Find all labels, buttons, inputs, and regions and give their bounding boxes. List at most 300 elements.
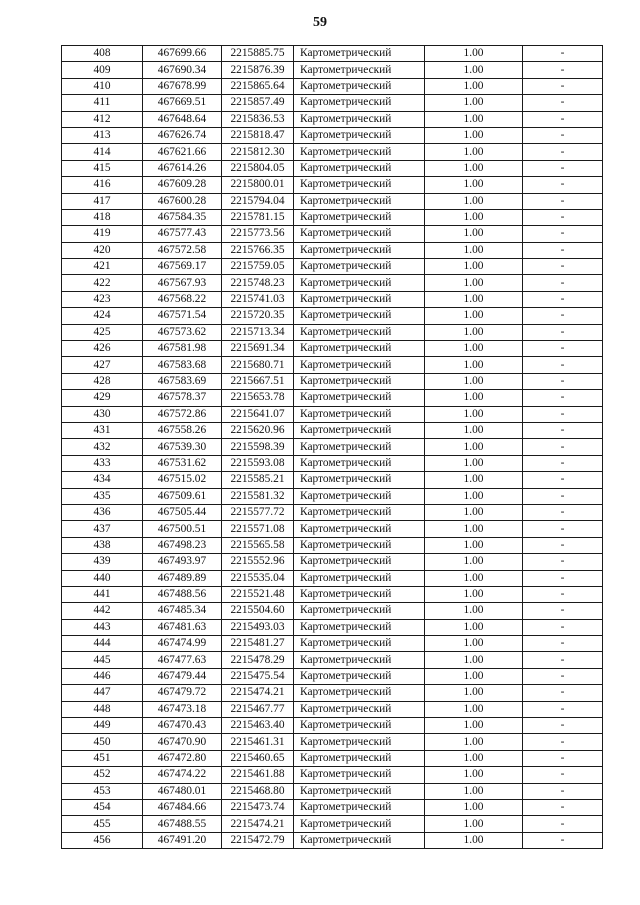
table-row [62,160,603,176]
accuracy-cell: 1.00 [425,95,523,111]
method-cell: Картометрический [294,275,425,291]
accuracy-cell: 1.00 [425,160,523,176]
method-cell: Картометрический [294,636,425,652]
note-cell: - [523,177,603,193]
accuracy-cell: 1.00 [425,668,523,684]
y-coordinate-cell: 2215552.96 [222,554,294,570]
table-row [62,718,603,734]
x-coordinate-cell: 467699.66 [143,46,222,62]
accuracy-cell: 1.00 [425,390,523,406]
x-coordinate-cell: 467474.22 [143,767,222,783]
table-row [62,259,603,275]
accuracy-cell: 1.00 [425,62,523,78]
point-number-cell: 413 [62,127,143,143]
table-row [62,504,603,520]
point-number-cell: 418 [62,209,143,225]
point-number-cell: 449 [62,718,143,734]
method-cell: Картометрический [294,652,425,668]
y-coordinate-cell: 2215481.27 [222,636,294,652]
table-row [62,324,603,340]
point-number-cell: 446 [62,668,143,684]
accuracy-cell: 1.00 [425,718,523,734]
x-coordinate-cell: 467474.99 [143,636,222,652]
table-row [62,373,603,389]
note-cell: - [523,652,603,668]
x-coordinate-cell: 467505.44 [143,504,222,520]
note-cell: - [523,308,603,324]
x-coordinate-cell: 467569.17 [143,259,222,275]
table-row [62,95,603,111]
note-cell: - [523,144,603,160]
table-row [62,341,603,357]
note-cell: - [523,537,603,553]
x-coordinate-cell: 467568.22 [143,291,222,307]
accuracy-cell: 1.00 [425,308,523,324]
table-row [62,799,603,815]
method-cell: Картометрический [294,209,425,225]
y-coordinate-cell: 2215836.53 [222,111,294,127]
point-number-cell: 423 [62,291,143,307]
accuracy-cell: 1.00 [425,46,523,62]
x-coordinate-cell: 467484.66 [143,799,222,815]
method-cell: Картометрический [294,455,425,471]
table-row [62,586,603,602]
accuracy-cell: 1.00 [425,78,523,94]
note-cell: - [523,439,603,455]
point-number-cell: 414 [62,144,143,160]
point-number-cell: 419 [62,226,143,242]
table-row [62,816,603,832]
table-row [62,767,603,783]
x-coordinate-cell: 467573.62 [143,324,222,340]
point-number-cell: 427 [62,357,143,373]
note-cell: - [523,291,603,307]
y-coordinate-cell: 2215467.77 [222,701,294,717]
x-coordinate-cell: 467488.56 [143,586,222,602]
point-number-cell: 429 [62,390,143,406]
note-cell: - [523,341,603,357]
table-row [62,832,603,848]
note-cell: - [523,242,603,258]
x-coordinate-cell: 467485.34 [143,603,222,619]
method-cell: Картометрический [294,816,425,832]
method-cell: Картометрический [294,767,425,783]
accuracy-cell: 1.00 [425,324,523,340]
y-coordinate-cell: 2215794.04 [222,193,294,209]
method-cell: Картометрический [294,750,425,766]
point-number-cell: 447 [62,685,143,701]
point-number-cell: 438 [62,537,143,553]
point-number-cell: 430 [62,406,143,422]
note-cell: - [523,521,603,537]
accuracy-cell: 1.00 [425,652,523,668]
note-cell: - [523,636,603,652]
note-cell: - [523,390,603,406]
accuracy-cell: 1.00 [425,488,523,504]
method-cell: Картометрический [294,95,425,111]
method-cell: Картометрический [294,341,425,357]
accuracy-cell: 1.00 [425,127,523,143]
note-cell: - [523,504,603,520]
table-row [62,488,603,504]
x-coordinate-cell: 467480.01 [143,783,222,799]
table-row [62,537,603,553]
table-row [62,406,603,422]
page-number: 59 [313,15,327,30]
note-cell: - [523,275,603,291]
method-cell: Картометрический [294,472,425,488]
table-row [62,242,603,258]
note-cell: - [523,586,603,602]
point-number-cell: 434 [62,472,143,488]
method-cell: Картометрический [294,357,425,373]
note-cell: - [523,701,603,717]
method-cell: Картометрический [294,439,425,455]
y-coordinate-cell: 2215653.78 [222,390,294,406]
y-coordinate-cell: 2215865.64 [222,78,294,94]
x-coordinate-cell: 467500.51 [143,521,222,537]
note-cell: - [523,259,603,275]
note-cell: - [523,718,603,734]
x-coordinate-cell: 467614.26 [143,160,222,176]
accuracy-cell: 1.00 [425,636,523,652]
x-coordinate-cell: 467515.02 [143,472,222,488]
table-row [62,750,603,766]
table-row [62,46,603,62]
table-row [62,78,603,94]
method-cell: Картометрический [294,390,425,406]
note-cell: - [523,783,603,799]
table-row [62,127,603,143]
method-cell: Картометрический [294,373,425,389]
x-coordinate-cell: 467669.51 [143,95,222,111]
x-coordinate-cell: 467648.64 [143,111,222,127]
method-cell: Картометрический [294,504,425,520]
method-cell: Картометрический [294,406,425,422]
x-coordinate-cell: 467572.86 [143,406,222,422]
point-number-cell: 425 [62,324,143,340]
point-number-cell: 452 [62,767,143,783]
accuracy-cell: 1.00 [425,177,523,193]
y-coordinate-cell: 2215857.49 [222,95,294,111]
y-coordinate-cell: 2215720.35 [222,308,294,324]
accuracy-cell: 1.00 [425,750,523,766]
note-cell: - [523,767,603,783]
y-coordinate-cell: 2215493.03 [222,619,294,635]
point-number-cell: 441 [62,586,143,602]
method-cell: Картометрический [294,144,425,160]
note-cell: - [523,406,603,422]
note-cell: - [523,455,603,471]
x-coordinate-cell: 467498.23 [143,537,222,553]
point-number-cell: 412 [62,111,143,127]
x-coordinate-cell: 467626.74 [143,127,222,143]
y-coordinate-cell: 2215759.05 [222,259,294,275]
table-row [62,422,603,438]
method-cell: Картометрический [294,46,425,62]
x-coordinate-cell: 467584.35 [143,209,222,225]
method-cell: Картометрический [294,324,425,340]
point-number-cell: 437 [62,521,143,537]
y-coordinate-cell: 2215565.58 [222,537,294,553]
table-row [62,193,603,209]
table-row [62,62,603,78]
x-coordinate-cell: 467481.63 [143,619,222,635]
y-coordinate-cell: 2215460.65 [222,750,294,766]
x-coordinate-cell: 467577.43 [143,226,222,242]
point-number-cell: 417 [62,193,143,209]
y-coordinate-cell: 2215800.01 [222,177,294,193]
accuracy-cell: 1.00 [425,193,523,209]
method-cell: Картометрический [294,488,425,504]
note-cell: - [523,78,603,94]
y-coordinate-cell: 2215691.34 [222,341,294,357]
point-number-cell: 408 [62,46,143,62]
y-coordinate-cell: 2215474.21 [222,685,294,701]
x-coordinate-cell: 467470.43 [143,718,222,734]
point-number-cell: 436 [62,504,143,520]
method-cell: Картометрический [294,570,425,586]
method-cell: Картометрический [294,554,425,570]
point-number-cell: 428 [62,373,143,389]
point-number-cell: 445 [62,652,143,668]
x-coordinate-cell: 467690.34 [143,62,222,78]
method-cell: Картометрический [294,242,425,258]
table-row [62,472,603,488]
accuracy-cell: 1.00 [425,422,523,438]
accuracy-cell: 1.00 [425,537,523,553]
y-coordinate-cell: 2215461.88 [222,767,294,783]
method-cell: Картометрический [294,685,425,701]
y-coordinate-cell: 2215571.08 [222,521,294,537]
table-row [62,291,603,307]
method-cell: Картометрический [294,177,425,193]
table-row [62,275,603,291]
x-coordinate-cell: 467678.99 [143,78,222,94]
note-cell: - [523,750,603,766]
x-coordinate-cell: 467479.72 [143,685,222,701]
note-cell: - [523,570,603,586]
x-coordinate-cell: 467600.28 [143,193,222,209]
point-number-cell: 421 [62,259,143,275]
method-cell: Картометрический [294,799,425,815]
x-coordinate-cell: 467473.18 [143,701,222,717]
note-cell: - [523,734,603,750]
y-coordinate-cell: 2215521.48 [222,586,294,602]
method-cell: Картометрический [294,718,425,734]
method-cell: Картометрический [294,259,425,275]
table-row [62,570,603,586]
table-row [62,685,603,701]
y-coordinate-cell: 2215472.79 [222,832,294,848]
x-coordinate-cell: 467488.55 [143,816,222,832]
note-cell: - [523,95,603,111]
point-number-cell: 439 [62,554,143,570]
accuracy-cell: 1.00 [425,799,523,815]
x-coordinate-cell: 467571.54 [143,308,222,324]
y-coordinate-cell: 2215473.74 [222,799,294,815]
x-coordinate-cell: 467489.89 [143,570,222,586]
point-number-cell: 410 [62,78,143,94]
accuracy-cell: 1.00 [425,832,523,848]
method-cell: Картометрический [294,422,425,438]
x-coordinate-cell: 467472.80 [143,750,222,766]
note-cell: - [523,111,603,127]
point-number-cell: 432 [62,439,143,455]
y-coordinate-cell: 2215535.04 [222,570,294,586]
y-coordinate-cell: 2215468.80 [222,783,294,799]
point-number-cell: 411 [62,95,143,111]
accuracy-cell: 1.00 [425,209,523,225]
point-number-cell: 416 [62,177,143,193]
y-coordinate-cell: 2215741.03 [222,291,294,307]
note-cell: - [523,554,603,570]
accuracy-cell: 1.00 [425,734,523,750]
point-number-cell: 448 [62,701,143,717]
note-cell: - [523,209,603,225]
y-coordinate-cell: 2215593.08 [222,455,294,471]
method-cell: Картометрический [294,62,425,78]
table-row [62,783,603,799]
table-row [62,701,603,717]
y-coordinate-cell: 2215478.29 [222,652,294,668]
accuracy-cell: 1.00 [425,685,523,701]
point-number-cell: 451 [62,750,143,766]
accuracy-cell: 1.00 [425,259,523,275]
point-number-cell: 442 [62,603,143,619]
table-row [62,652,603,668]
table-body [62,46,603,849]
method-cell: Картометрический [294,832,425,848]
accuracy-cell: 1.00 [425,455,523,471]
accuracy-cell: 1.00 [425,603,523,619]
table-row [62,554,603,570]
y-coordinate-cell: 2215620.96 [222,422,294,438]
y-coordinate-cell: 2215463.40 [222,718,294,734]
y-coordinate-cell: 2215581.32 [222,488,294,504]
point-number-cell: 455 [62,816,143,832]
note-cell: - [523,832,603,848]
point-number-cell: 443 [62,619,143,635]
x-coordinate-cell: 467572.58 [143,242,222,258]
note-cell: - [523,816,603,832]
table-row [62,668,603,684]
note-cell: - [523,46,603,62]
note-cell: - [523,488,603,504]
y-coordinate-cell: 2215876.39 [222,62,294,78]
y-coordinate-cell: 2215818.47 [222,127,294,143]
y-coordinate-cell: 2215585.21 [222,472,294,488]
coordinates-table [61,45,603,849]
accuracy-cell: 1.00 [425,472,523,488]
x-coordinate-cell: 467493.97 [143,554,222,570]
y-coordinate-cell: 2215812.30 [222,144,294,160]
note-cell: - [523,127,603,143]
point-number-cell: 450 [62,734,143,750]
y-coordinate-cell: 2215667.51 [222,373,294,389]
accuracy-cell: 1.00 [425,619,523,635]
accuracy-cell: 1.00 [425,341,523,357]
point-number-cell: 422 [62,275,143,291]
x-coordinate-cell: 467583.69 [143,373,222,389]
point-number-cell: 420 [62,242,143,258]
y-coordinate-cell: 2215713.34 [222,324,294,340]
table-row [62,177,603,193]
x-coordinate-cell: 467539.30 [143,439,222,455]
x-coordinate-cell: 467491.20 [143,832,222,848]
accuracy-cell: 1.00 [425,570,523,586]
table-row [62,308,603,324]
accuracy-cell: 1.00 [425,291,523,307]
table-row [62,521,603,537]
accuracy-cell: 1.00 [425,521,523,537]
point-number-cell: 433 [62,455,143,471]
method-cell: Картометрический [294,160,425,176]
y-coordinate-cell: 2215641.07 [222,406,294,422]
accuracy-cell: 1.00 [425,439,523,455]
note-cell: - [523,685,603,701]
table-row [62,357,603,373]
method-cell: Картометрический [294,521,425,537]
table-row [62,144,603,160]
x-coordinate-cell: 467509.61 [143,488,222,504]
accuracy-cell: 1.00 [425,144,523,160]
accuracy-cell: 1.00 [425,242,523,258]
y-coordinate-cell: 2215804.05 [222,160,294,176]
accuracy-cell: 1.00 [425,767,523,783]
method-cell: Картометрический [294,537,425,553]
note-cell: - [523,799,603,815]
accuracy-cell: 1.00 [425,111,523,127]
table-row [62,390,603,406]
y-coordinate-cell: 2215766.35 [222,242,294,258]
table-row [62,636,603,652]
point-number-cell: 409 [62,62,143,78]
table-row [62,619,603,635]
accuracy-cell: 1.00 [425,226,523,242]
accuracy-cell: 1.00 [425,783,523,799]
method-cell: Картометрический [294,193,425,209]
y-coordinate-cell: 2215781.15 [222,209,294,225]
note-cell: - [523,603,603,619]
point-number-cell: 431 [62,422,143,438]
method-cell: Картометрический [294,668,425,684]
accuracy-cell: 1.00 [425,406,523,422]
x-coordinate-cell: 467477.63 [143,652,222,668]
note-cell: - [523,226,603,242]
y-coordinate-cell: 2215461.31 [222,734,294,750]
x-coordinate-cell: 467621.66 [143,144,222,160]
accuracy-cell: 1.00 [425,504,523,520]
note-cell: - [523,422,603,438]
point-number-cell: 424 [62,308,143,324]
point-number-cell: 453 [62,783,143,799]
x-coordinate-cell: 467609.28 [143,177,222,193]
note-cell: - [523,160,603,176]
table-row [62,603,603,619]
note-cell: - [523,193,603,209]
method-cell: Картометрический [294,734,425,750]
accuracy-cell: 1.00 [425,816,523,832]
x-coordinate-cell: 467583.68 [143,357,222,373]
y-coordinate-cell: 2215680.71 [222,357,294,373]
method-cell: Картометрический [294,291,425,307]
y-coordinate-cell: 2215475.54 [222,668,294,684]
y-coordinate-cell: 2215577.72 [222,504,294,520]
accuracy-cell: 1.00 [425,554,523,570]
table-row [62,226,603,242]
accuracy-cell: 1.00 [425,275,523,291]
